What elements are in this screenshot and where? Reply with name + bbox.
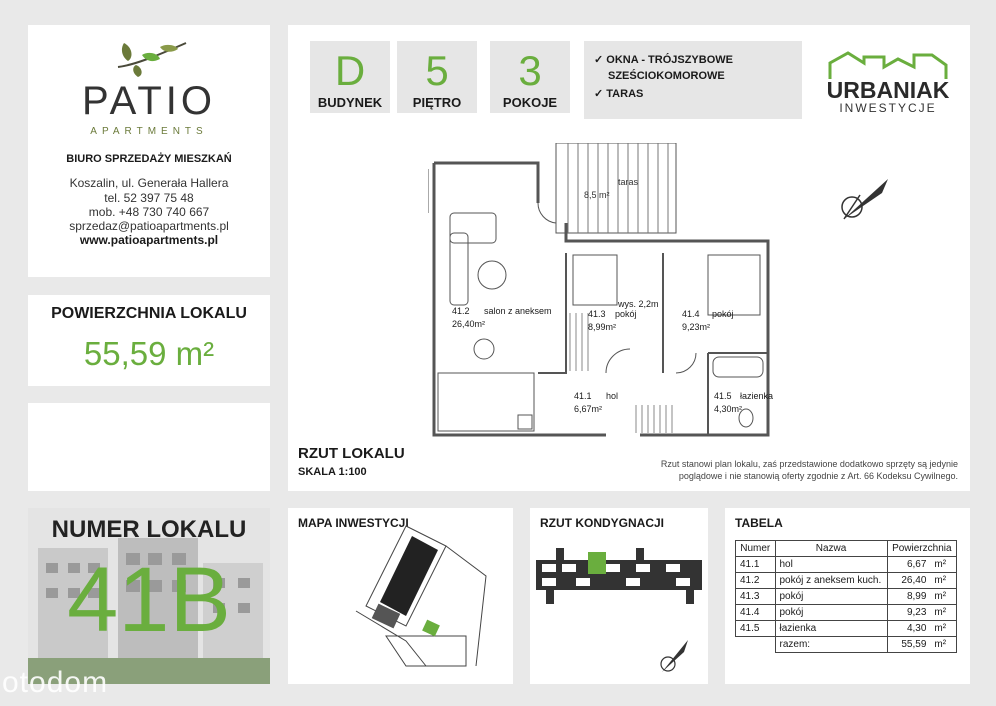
empty-panel [28, 403, 270, 491]
label-room1-no: 41.3 [588, 309, 606, 319]
table-cell: pokój [775, 589, 887, 605]
plan-disclaimer-2: poglądowe i nie stanowią oferty zgodnie z Art. 66 Kodeksu Cywilnego. [678, 471, 958, 481]
office-email[interactable]: sprzedaz@patioapartments.pl [69, 219, 229, 233]
table-row [736, 589, 957, 605]
table-cell: 26,40 [887, 573, 930, 589]
compass-icon [658, 638, 690, 674]
floor-title: RZUT KONDYGNACJI [540, 516, 665, 530]
table-panel [725, 508, 970, 684]
check-icon: ✓ [594, 88, 604, 100]
area-table [735, 540, 957, 653]
label-bath-no: 41.5 [714, 391, 732, 401]
stat-building-label: BUDYNEK [317, 95, 383, 110]
unit-number: 41B [67, 549, 231, 651]
plan-disclaimer-1: Rzut stanowi plan lokalu, zaś przedstawione dodatkowo sprzęty są jedynie [660, 459, 958, 469]
label-room2: pokój [712, 309, 734, 319]
table-cell: pokój [775, 605, 887, 621]
feature-1 [594, 53, 733, 66]
feature-2-text: TARAS [606, 88, 644, 100]
feature-2 [594, 87, 643, 100]
table-cell: 41.5 [736, 621, 776, 637]
developer-name: URBANIAK [826, 77, 950, 103]
features-box [584, 41, 802, 119]
table-cell: 8,99 [887, 589, 930, 605]
leaf-logo-icon [114, 37, 190, 77]
table-cell: 9,23 [887, 605, 930, 621]
table-total-label: razem: [775, 637, 887, 653]
table-cell: m² [930, 605, 956, 621]
plan-title: RZUT LOKALU [298, 445, 405, 462]
table-cell: pokój z aneksem kuch. [775, 573, 887, 589]
table-header: Powierzchnia [887, 541, 956, 557]
plan-panel [288, 25, 970, 491]
developer-sub: INWESTYCJE [839, 101, 937, 115]
feature-1-text: OKNA - TRÓJSZYBOWE [606, 54, 733, 66]
site-map [346, 516, 506, 676]
watermark: otodom [2, 666, 109, 699]
table-total-unit: m² [930, 637, 956, 653]
floor-panel [530, 508, 708, 684]
office-address: Koszalin, ul. Generała Hallera [69, 176, 229, 190]
stat-building [310, 41, 390, 113]
area-value: 55,59 m² [83, 335, 215, 372]
stat-rooms-value: 3 [518, 47, 542, 94]
map-title: MAPA INWESTYCJI [298, 516, 409, 530]
label-hall-area: 6,67m² [574, 404, 603, 414]
table-row [736, 573, 957, 589]
table-total-value: 55,59 [887, 637, 930, 653]
table-cell: 4,30 [887, 621, 930, 637]
stat-floor-value: 5 [425, 47, 449, 94]
label-terrace: taras [618, 177, 639, 187]
office-mob: mob. +48 730 740 667 [88, 205, 210, 219]
label-hall: hol [606, 391, 619, 401]
label-salon: salon z aneksem [484, 306, 552, 316]
stat-floor-label: PIĘTRO [412, 95, 462, 110]
area-panel [28, 295, 270, 386]
table-header: Numer [736, 541, 776, 557]
office-website[interactable]: www.patioapartments.pl [79, 233, 219, 247]
feature-1b: SZEŚCIOKOMOROWE [608, 70, 725, 82]
label-terrace-area: 8,5 m² [584, 190, 610, 200]
table-cell [736, 637, 776, 653]
table-cell: 41.4 [736, 605, 776, 621]
table-cell: łazienka [775, 621, 887, 637]
label-salon-no: 41.2 [452, 306, 470, 316]
table-cell: 41.3 [736, 589, 776, 605]
logo-name: PATIO [81, 79, 217, 123]
label-bath: łazienka [740, 391, 774, 401]
compass-icon [836, 175, 892, 225]
label-room2-no: 41.4 [682, 309, 700, 319]
unit-panel [28, 508, 270, 684]
table-row [736, 557, 957, 573]
table-row [736, 621, 957, 637]
logo-sub: APARTMENTS [90, 126, 208, 137]
label-room1-area: 8,99m² [588, 322, 617, 332]
table-cell: m² [930, 557, 956, 573]
stat-building-value: D [334, 47, 366, 94]
unit-label: NUMER LOKALU [51, 516, 247, 543]
table-cell: m² [930, 573, 956, 589]
office-panel [28, 25, 270, 277]
table-total-row [736, 637, 957, 653]
area-label: POWIERZCHNIA LOKALU [51, 305, 247, 322]
plan-scale: SKALA 1:100 [298, 466, 367, 478]
check-icon: ✓ [594, 54, 604, 66]
office-tel: tel. 52 397 75 48 [104, 191, 194, 205]
map-panel [288, 508, 513, 684]
label-salon-area: 26,40m² [452, 319, 486, 329]
table-row [736, 605, 957, 621]
table-header-row [736, 541, 957, 557]
table-title: TABELA [735, 516, 783, 530]
table-header: Nazwa [775, 541, 887, 557]
table-cell: 6,67 [887, 557, 930, 573]
floor-layout [536, 548, 702, 606]
label-room1: pokój [615, 309, 637, 319]
table-cell: 41.1 [736, 557, 776, 573]
stat-rooms [490, 41, 570, 113]
stat-rooms-label: POKOJE [502, 95, 558, 110]
table-cell: hol [775, 557, 887, 573]
table-cell: 41.2 [736, 573, 776, 589]
label-bath-area: 4,30m² [714, 404, 743, 414]
table-cell: m² [930, 621, 956, 637]
stat-floor [397, 41, 477, 113]
label-room2-area: 9,23m² [682, 322, 711, 332]
office-title: BIURO SPRZEDAŻY MIESZKAŃ [66, 153, 232, 165]
table-cell: m² [930, 589, 956, 605]
label-hall-no: 41.1 [574, 391, 592, 401]
label-height: wys. 2,2m [618, 299, 659, 309]
